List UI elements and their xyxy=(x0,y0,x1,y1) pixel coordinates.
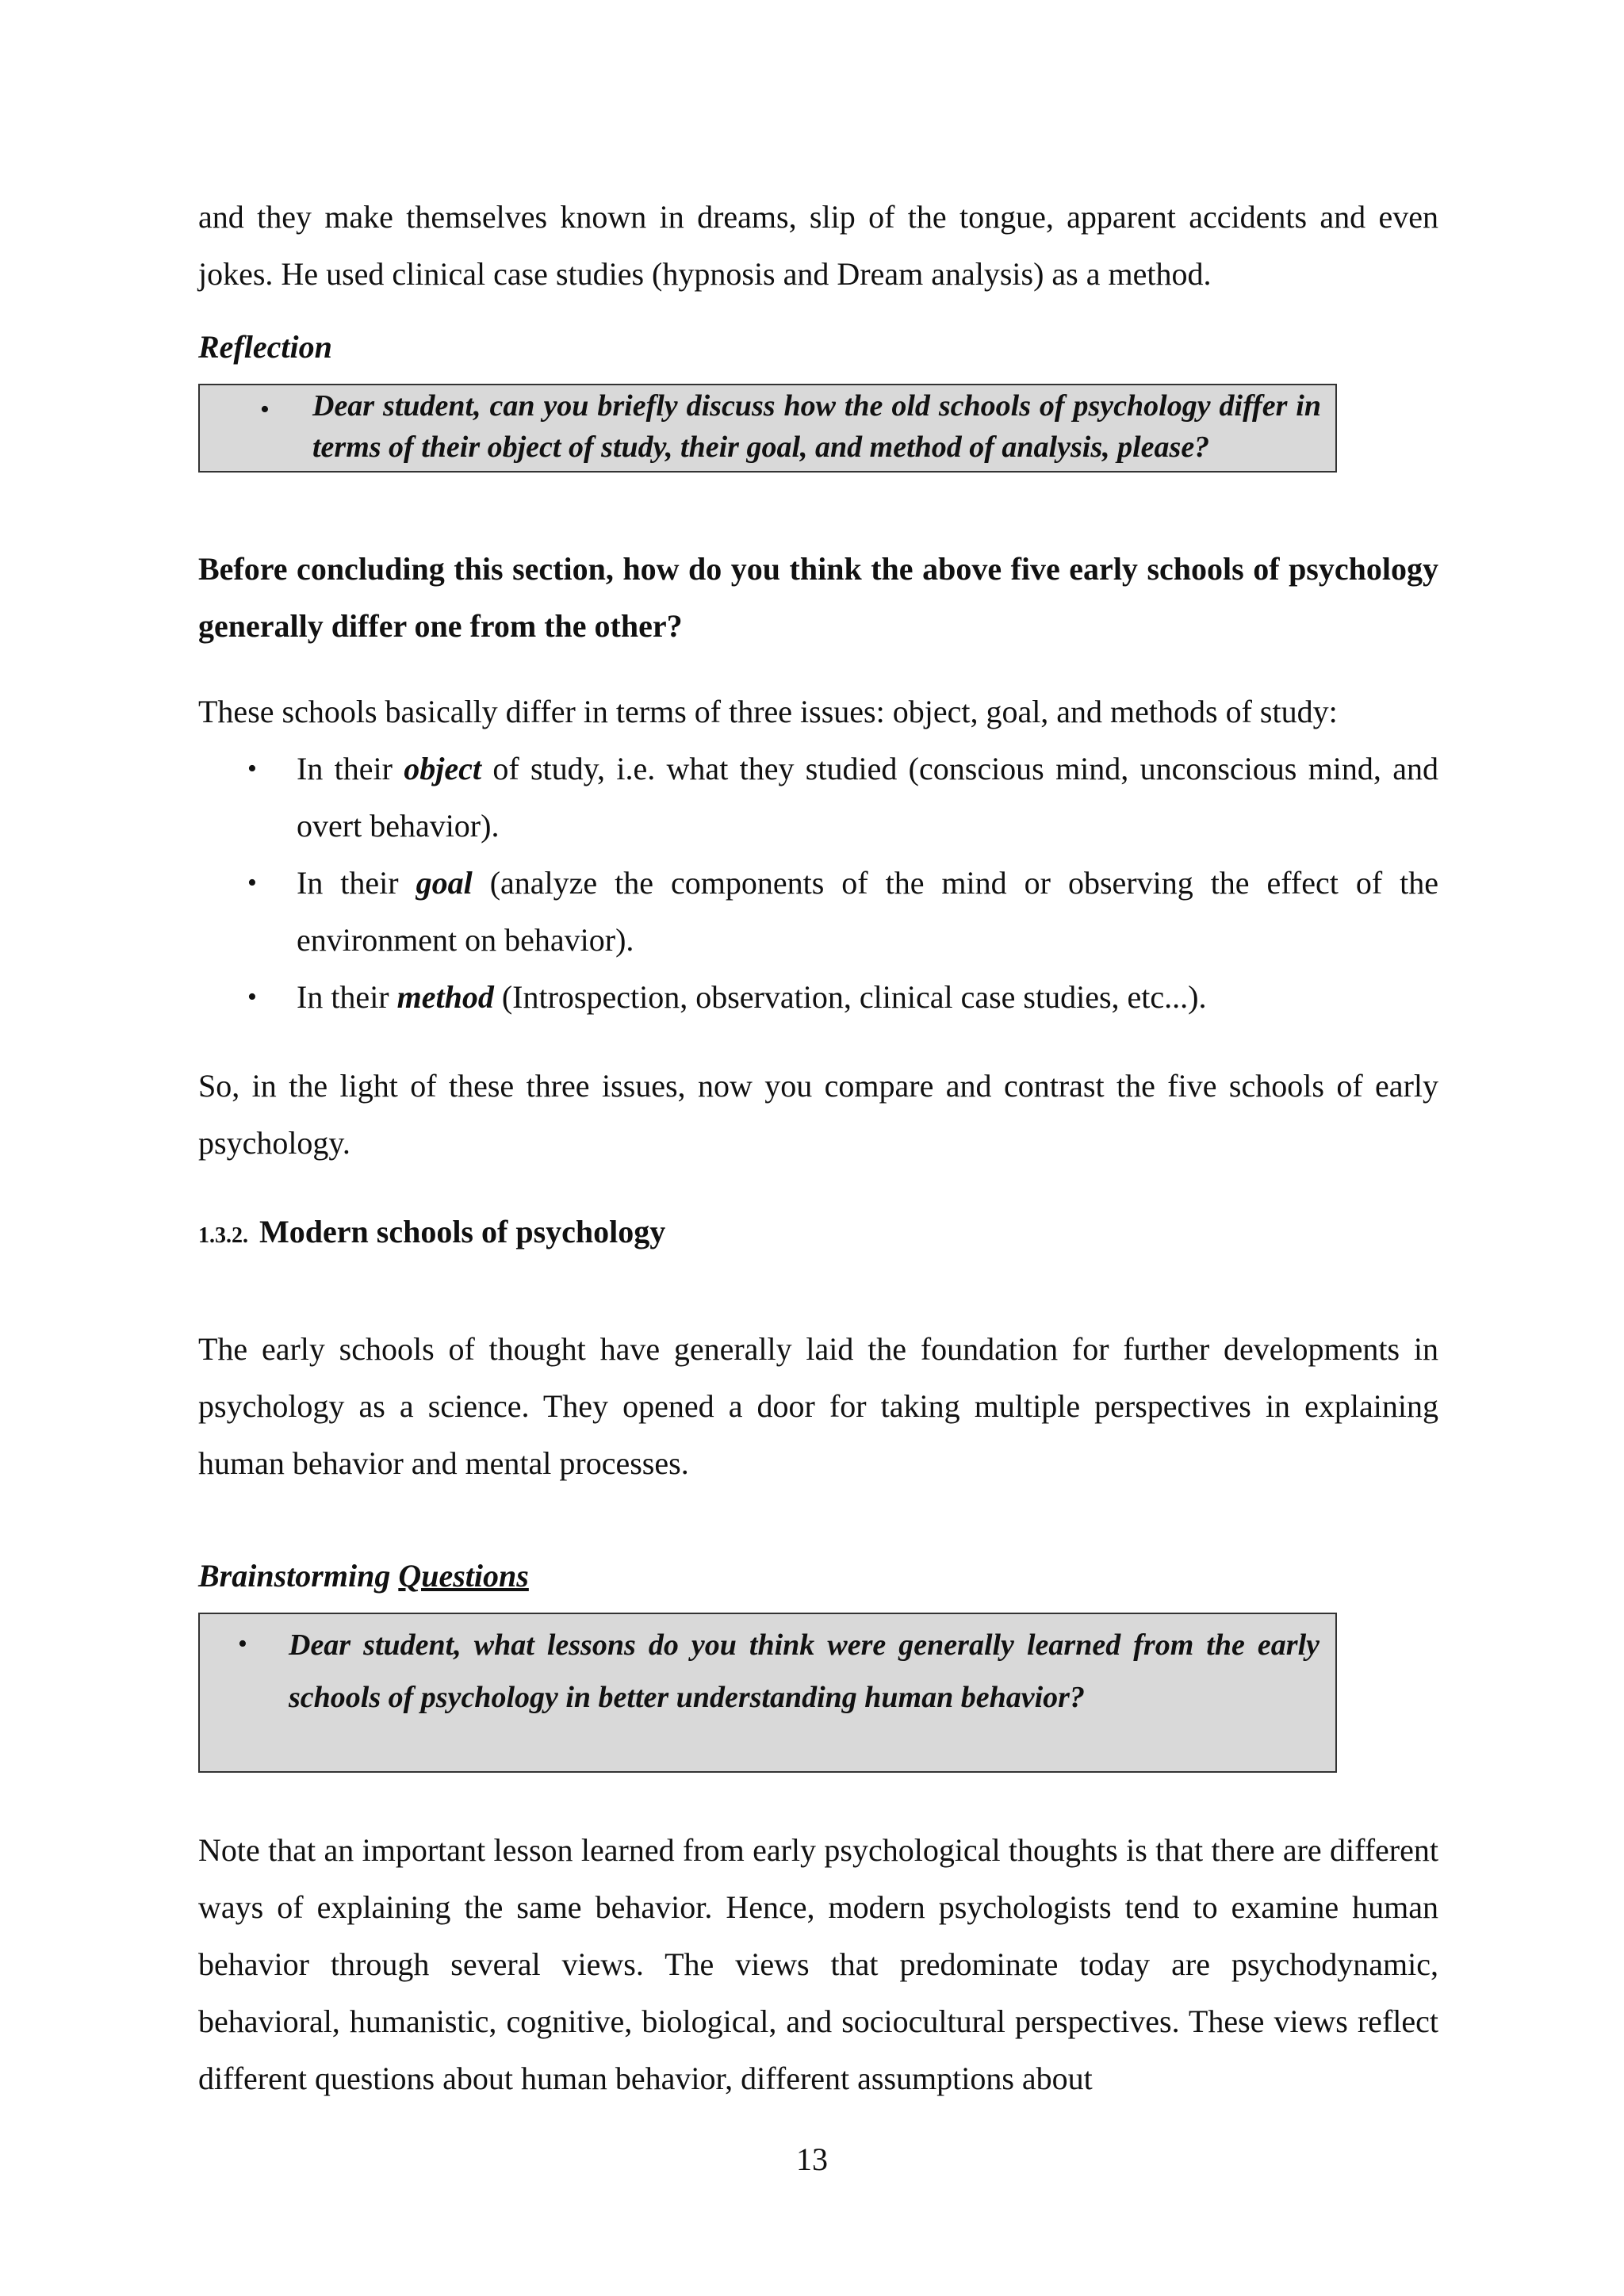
section-title: Modern schools of psychology xyxy=(259,1214,666,1249)
differences-conclusion: So, in the light of these three issues, now you compare and contrast the five schools of early psychology. xyxy=(198,1068,1438,1161)
brainstorming-question: Dear student, what lessons do you think were generally learned from the early schools of psychology in better understanding human behavior? xyxy=(289,1628,1320,1714)
list-item-text: In their goal (analyze the components of the mind or observing the effect of the environment on behavior). xyxy=(297,865,1438,958)
list-bullet: • xyxy=(247,982,257,1012)
keyword-goal: goal xyxy=(416,865,473,901)
brainstorming-bullet: • xyxy=(238,1629,247,1659)
list-bullet: • xyxy=(247,868,257,897)
keyword-method: method xyxy=(396,979,494,1015)
list-item-text: In their method (Introspection, observation, clinical case studies, etc...). xyxy=(297,979,1207,1015)
bold-question: Before concluding this section, how do you think the above five early schools of psychology generally differ one from the other? xyxy=(198,551,1438,644)
reflection-heading: Reflection xyxy=(198,329,332,365)
modern-paragraph: The early schools of thought have generally laid the foundation for further developments in psychology as a science. They opened a door for taking multiple perspectives in explaining human behavior and mental processes. xyxy=(198,1331,1438,1481)
differences-intro: These schools basically differ in terms of three issues: object, goal, and methods of study: xyxy=(198,694,1338,729)
reflection-question: Dear student, can you briefly discuss how the old schools of psychology differ in terms of their object of study, their goal, and method of analysis, please? xyxy=(312,389,1321,464)
section-heading xyxy=(198,1208,665,1263)
keyword-object: object xyxy=(404,751,481,786)
brainstorming-box xyxy=(198,1613,1337,1773)
section-number: 1.3.2. xyxy=(198,1223,248,1248)
brainstorming-heading: Brainstorming Questions xyxy=(198,1558,529,1594)
reflection-box xyxy=(198,384,1337,473)
intro-paragraph: and they make themselves known in dreams, slip of the tongue, apparent accidents and even jokes. He used clinical case studies (hypnosis and Dream analysis) as a method. xyxy=(198,199,1438,292)
note-paragraph: Note that an important lesson learned from early psychological thoughts is that there are different ways of explaining the same behavior. Hence, modern psychologists tend to examine human behavior through several views. The views that predominate today are psychodynamic, behavioral, humanistic, cognitive, biological, and sociocultural perspectives. These views reflect different questions about human behavior, different assumptions about xyxy=(198,1832,1438,2096)
page-number: 13 xyxy=(796,2141,828,2177)
list-bullet: • xyxy=(247,754,257,783)
reflection-bullet: • xyxy=(260,395,270,424)
list-item-text: In their object of study, i.e. what they studied (conscious mind, unconscious mind, and overt behavior). xyxy=(297,751,1438,844)
